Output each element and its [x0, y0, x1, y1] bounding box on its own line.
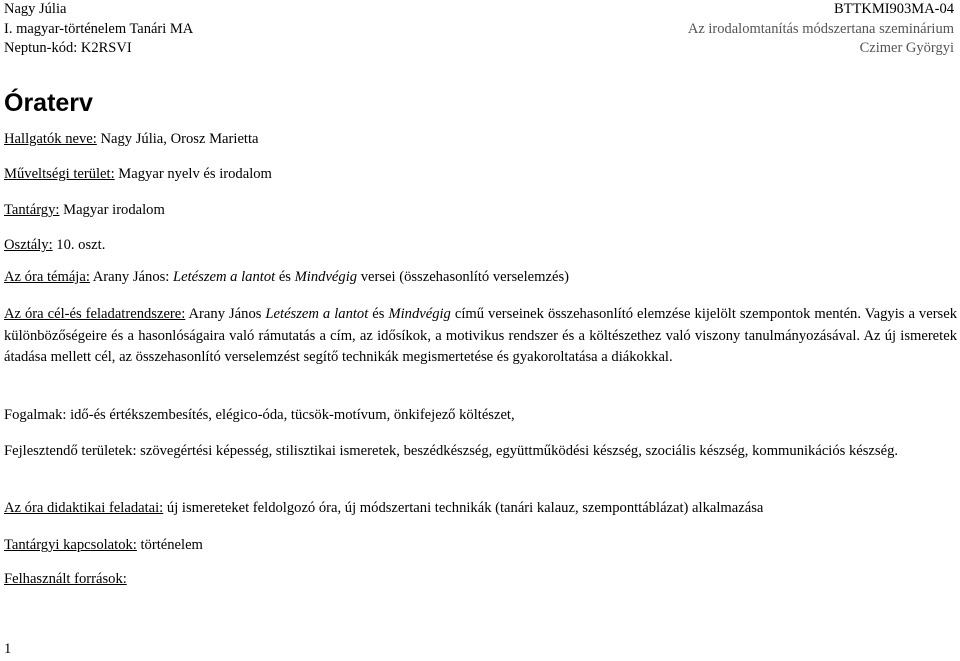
skills-paragraph: Fejlesztendő területek: szövegértési képesség, stilisztikai ismeretek, beszédkészség, együttműködési készség, szociális készség, kommunikációs készség. [4, 443, 899, 459]
topic-text: Arany János: [89, 269, 174, 285]
sources-line [4, 569, 127, 589]
goals-label: Az óra cél-és feladatrendszere: [4, 306, 186, 322]
author-program: I. magyar-történelem Tanári MA [4, 20, 194, 37]
header-left [4, 0, 193, 59]
subject-line [4, 200, 165, 220]
course-code: BTTKMI903MA-04 [833, 1, 954, 17]
didactic-value: új ismereteket feldolgozó óra, új módszertani technikák (tanári kalauz, szemponttáblázat) alkalmazása [163, 500, 764, 516]
subject-value: Magyar irodalom [59, 202, 165, 218]
area-value: Magyar nyelv és irodalom [114, 166, 272, 182]
goals-text: című verseinek összehasonlító elemzése kijelölt szempontok mentén. Vagyis a versek különbözőségeire és a hasonlóságaira való rámutatás a cím, az idősíkok, a motivikus rendszer és a költészethez való viszony tanulmányozásával. Az új ismeretek átadása mellett cél, az összehasonlító verselemzést segítő technikák megismertetése és gyakoroltatása a diákokkal. [4, 306, 958, 366]
course-name: Az irodalomtanítás módszertana szeminárium [687, 20, 954, 37]
topic-text: és [275, 269, 295, 285]
area-line [4, 164, 272, 184]
subject-label: Tantárgy: [4, 202, 60, 218]
author-neptun: Neptun-kód: K2RSVI [4, 40, 132, 56]
header-right [688, 0, 954, 59]
topic-text: versei (összehasonlító verselemzés) [357, 269, 569, 285]
grade-line [4, 235, 105, 255]
goals-paragraph [4, 304, 957, 369]
students-label: Hallgatók neve: [4, 131, 97, 147]
didactic-label: Az óra didaktikai feladatai: [4, 500, 164, 516]
area-label: Műveltségi terület: [4, 166, 115, 182]
concepts-line: Fogalmak: idő-és értékszembesítés, elégico-óda, tücsök-motívum, önkifejező költészet, [4, 407, 515, 423]
connections-line [4, 535, 203, 555]
page-title: Óraterv [4, 89, 93, 117]
page-number: 1 [4, 641, 12, 657]
goals-text: és [368, 306, 389, 322]
topic-label: Az óra témája: [4, 269, 90, 285]
grade-label: Osztály: [4, 237, 53, 253]
didactic-line [4, 498, 763, 518]
sources-label: Felhasznált források: [4, 571, 127, 587]
poem-title: Mindvégig [294, 269, 358, 285]
poem-title: Letészem a lantot [265, 306, 369, 322]
connections-value: történelem [136, 537, 203, 553]
poem-title: Mindvégig [388, 306, 451, 322]
goals-text: Arany János [185, 306, 266, 322]
poem-title: Letészem a lantot [173, 269, 276, 285]
grade-value: 10. oszt. [52, 237, 106, 253]
topic-line [4, 267, 569, 287]
author-name: Nagy Júlia [4, 1, 67, 17]
course-teacher: Czimer Györgyi [859, 40, 954, 56]
students-value: Nagy Júlia, Orosz Marietta [96, 131, 259, 147]
students-line [4, 129, 259, 149]
connections-label: Tantárgyi kapcsolatok: [4, 537, 137, 553]
